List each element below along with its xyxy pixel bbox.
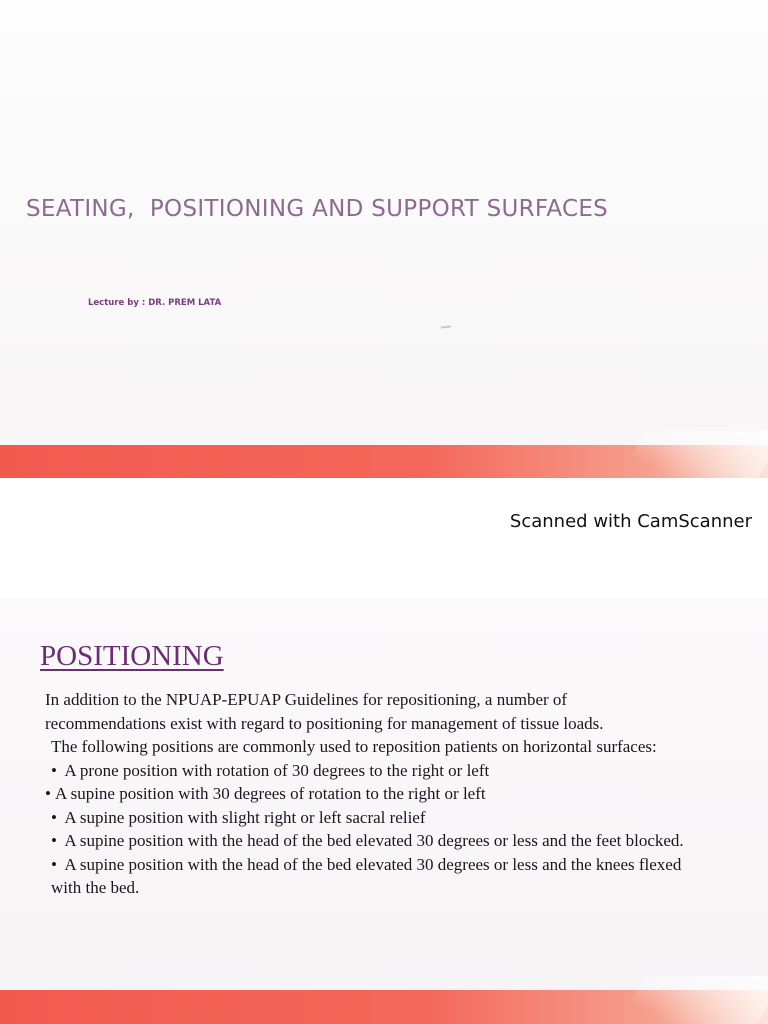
slide2-title: POSITIONING xyxy=(40,640,224,672)
list-item-text: A supine position with 30 degrees of rotation to the right or left xyxy=(55,784,486,803)
list-item-text: A supine position with slight right or left sacral relief xyxy=(64,807,426,827)
scan-speck xyxy=(441,325,451,328)
slide2-footer-band xyxy=(0,990,768,1024)
slide-1 xyxy=(0,0,768,478)
list-item-text: A supine position with the head of the bed elevated 30 degrees or less and the feet blocked. xyxy=(64,831,684,850)
bullet-icon: • xyxy=(51,831,57,850)
bullet-icon: • xyxy=(45,784,51,803)
positions-list xyxy=(45,759,685,900)
list-item xyxy=(45,759,685,783)
slide1-lecturer: Lecture by : DR. PREM LATA xyxy=(88,298,222,308)
list-item xyxy=(45,806,685,830)
list-item xyxy=(45,853,685,900)
list-item xyxy=(45,829,685,853)
list-item-text: A supine position with the head of the bed elevated 30 degrees or less and the knees flexed with the bed. xyxy=(51,854,682,897)
glare-shine xyxy=(611,431,768,478)
intro-paragraph: In addition to the NPUAP-EPUAP Guidelines for repositioning, a number of recommendations exist with regard to positioning for management of tissue loads. xyxy=(45,690,604,733)
slide1-title: SEATING, POSITIONING AND SUPPORT SURFACES xyxy=(26,196,609,222)
camscanner-watermark: Scanned with CamScanner xyxy=(509,511,752,532)
bullet-icon: • xyxy=(51,854,57,874)
glare-shine xyxy=(611,976,768,1024)
slide-2 xyxy=(0,598,768,1024)
bullet-icon: • xyxy=(51,760,57,780)
slide2-body xyxy=(45,688,685,900)
lead-paragraph: The following positions are commonly used to reposition patients on horizontal surfaces: xyxy=(51,737,657,756)
list-item-text: A prone position with rotation of 30 degrees to the right or left xyxy=(64,760,490,780)
slide1-footer-band xyxy=(0,445,768,478)
bullet-icon: • xyxy=(51,807,57,827)
list-item xyxy=(45,782,685,806)
